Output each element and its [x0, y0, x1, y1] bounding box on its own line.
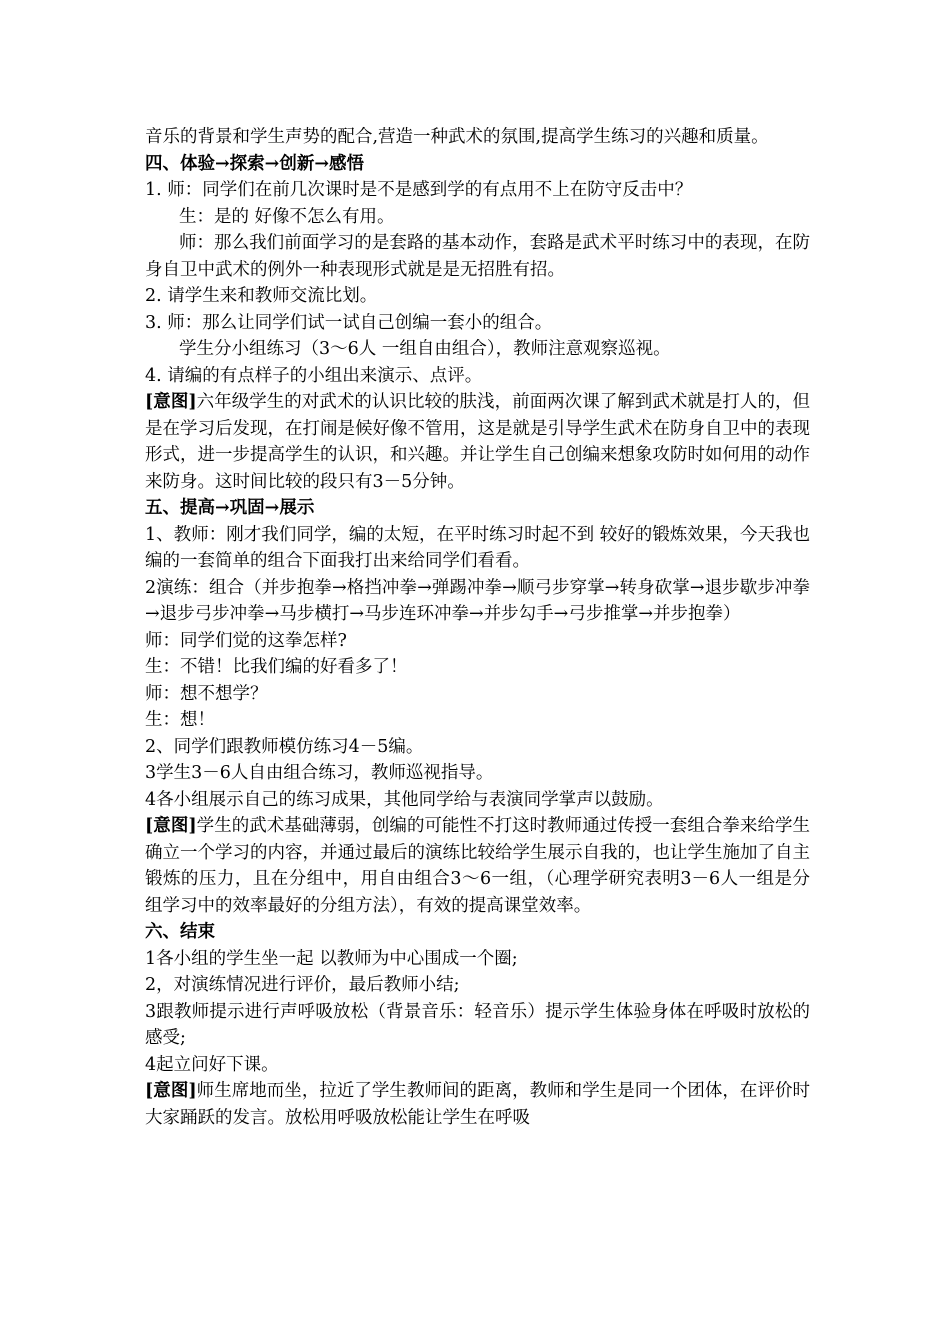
paragraph: 4. 请编的有点样子的小组出来演示、点评。 — [145, 365, 483, 386]
paragraph: 3. 师：那么让同学们试一试自己创编一套小的组合。 — [145, 312, 553, 333]
intent-tag: [意图] — [145, 1081, 197, 1101]
intent-paragraph — [145, 813, 810, 919]
paragraph: 1各小组的学生坐一起 以教师为中心围成一个圈; — [145, 948, 518, 969]
paragraph: 2. 请学生来和教师交流比划。 — [145, 286, 378, 306]
intent-text: 六年级学生的对武术的认识比较的肤浅，前面两次课了解到武术就是打人的，但是在学习后发现，在打闹是候好像不管用，这是就是引导学生武术在防身自卫中的表现形式，进一步提高学生的认识，和兴趣。并让学生自己创编来想象攻防时如何用的动作来防身。这时间比较的段只有3－5分钟。 — [145, 392, 811, 492]
paragraph: 音乐的背景和学生声势的配合,营造一种武术的氛围,提高学生练习的兴趣和质量。 — [145, 127, 769, 147]
intent-tag: [意图] — [145, 392, 197, 412]
paragraph: 3跟教师提示进行声呼吸放松（背景音乐：轻音乐）提示学生体验身体在呼吸时放松的感受; — [145, 1001, 810, 1048]
section-heading: 六、结束 — [145, 922, 215, 942]
intent-paragraph — [145, 1078, 810, 1131]
paragraph: 生：是的 好像不怎么有用。 — [179, 206, 395, 227]
paragraph: 师：那么我们前面学习的是套路的基本动作，套路是武术平时练习中的表现，在防身自卫中武术的例外一种表现形式就是是无招胜有招。 — [145, 233, 810, 280]
paragraph: 生：想！ — [145, 710, 215, 730]
paragraph: 师：同学们觉的这拳怎样? — [145, 630, 347, 651]
paragraph: 2、同学们跟教师模仿练习4－5编。 — [145, 736, 424, 757]
intent-text: 师生席地而坐，拉近了学生教师间的距离，教师和学生是同一个团体，在评价时大家踊跃的发言。放松用呼吸放松能让学生在呼吸 — [145, 1081, 811, 1128]
paragraph: 4各小组展示自己的练习成果，其他同学给与表演同学掌声以鼓励。 — [145, 789, 664, 810]
paragraph: 2，对演练情况进行评价，最后教师小结; — [145, 975, 460, 995]
paragraph: 学生分小组练习（3～6人 一组自由组合），教师注意观察巡视。 — [179, 339, 671, 359]
paragraph: 1. 师：同学们在前几次课时是不是感到学的有点用不上在防守反击中？ — [145, 180, 693, 200]
intent-paragraph — [145, 389, 810, 495]
paragraph: 2演练：组合（并步抱拳→格挡冲拳→弹踢冲拳→顺弓步穿掌→转身砍掌→退步歇步冲拳→退步弓步冲拳→马步横打→马步连环冲拳→并步勾手→弓步推掌→并步抱拳） — [145, 577, 810, 624]
paragraph: 4起立问好下课。 — [145, 1054, 279, 1075]
paragraph: 3学生3－6人自由组合练习，教师巡视指导。 — [145, 763, 494, 783]
paragraph: 生：不错！比我们编的好看多了！ — [145, 657, 408, 677]
document-page — [145, 124, 810, 1131]
section-heading: 四、体验→探索→创新→感悟 — [145, 153, 364, 174]
paragraph: 师：想不想学？ — [145, 683, 268, 704]
section-heading: 五、提高→巩固→展示 — [145, 498, 315, 518]
intent-tag: [意图] — [145, 816, 197, 836]
intent-text: 学生的武术基础薄弱，创编的可能性不打这时教师通过传授一套组合拳来给学生确立一个学习的内容，并通过最后的演练比较给学生展示自我的，也让学生施加了自主锻炼的压力，且在分组中，用自由组合3～6一组，（心理学研究表明3－6人一组是分组学习中的效率最好的分组方法），有效的提高课堂效率。 — [145, 816, 811, 916]
paragraph: 1、教师：刚才我们同学，编的太短，在平时练习时起不到 较好的锻炼效果，今天我也编的一套简单的组合下面我打出来给同学们看看。 — [145, 524, 810, 571]
